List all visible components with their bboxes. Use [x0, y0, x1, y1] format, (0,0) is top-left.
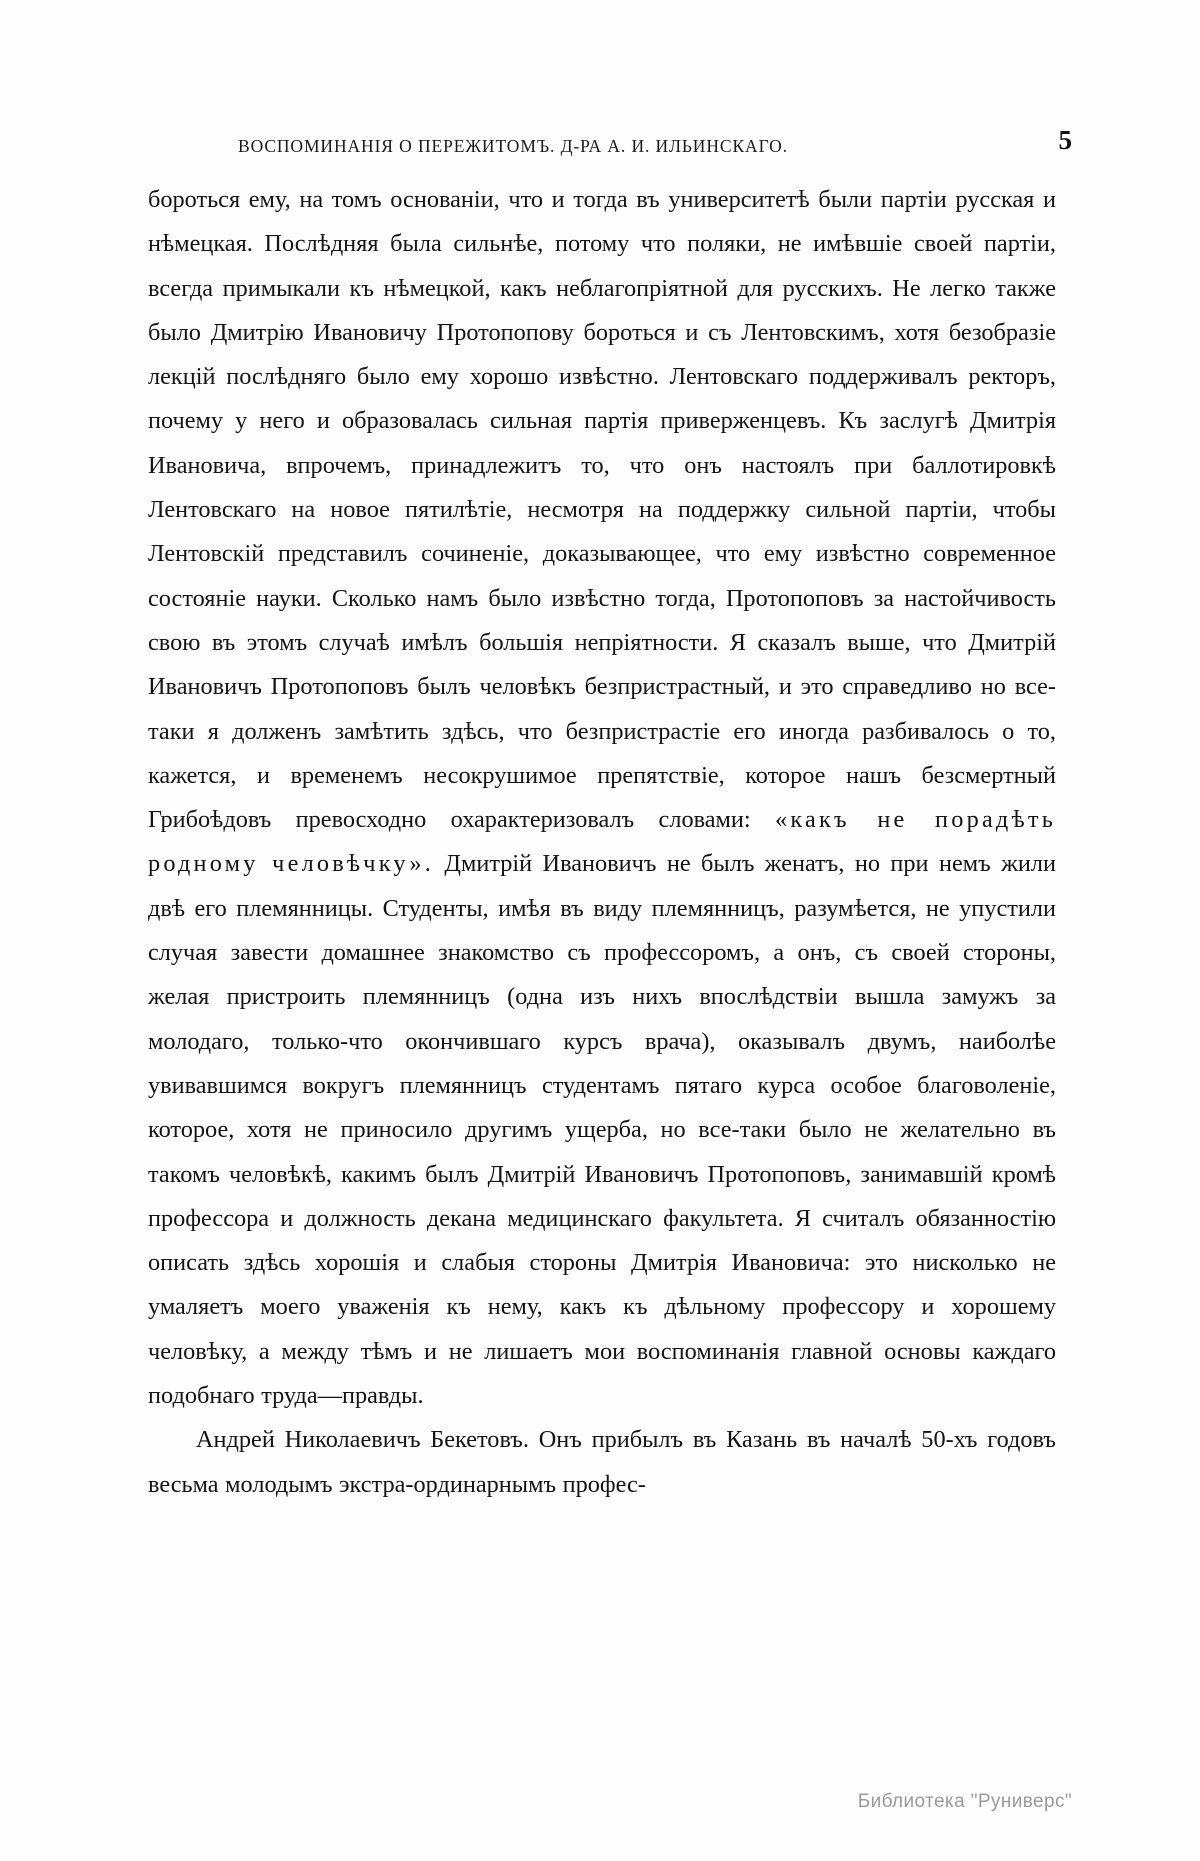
paragraph-2: Андрей Николаевичъ Бекетовъ. Онъ прибылъ въ Казань въ началѣ 50-хъ годовъ весьма молодымъ экстра-ординарнымъ профес- — [148, 1426, 1056, 1498]
paragraph-1-quote: «какъ не порадѣть родному человѣчку». — [148, 806, 1056, 878]
page-number: 5 — [1058, 125, 1072, 155]
paragraph-1 — [148, 178, 1056, 1418]
body-text — [148, 178, 1056, 1507]
paragraph-1-text: бороться ему, на томъ основаніи, что и тогда въ университетѣ были партіи русская и нѣмецкая. Послѣдняя была сильнѣе, потому что поляки, не имѣвшіе своей партіи, всегда примыкали къ нѣмецкой, какъ неблагопріятной для русскихъ. Не легко также было Дмитрію Ивановичу Протопопову бороться и съ Лентовскимъ, хотя безобразіе лекцій послѣдняго было ему хорошо извѣстно. Лентовскаго поддерживалъ ректоръ, почему у него и образовалась сильная партія приверженцевъ. Къ заслугѣ Дмитрія Ивановича, впрочемъ, принадлежитъ то, что онъ настоялъ при баллотировкѣ Лентовскаго на новое пятилѣтіе, несмотря на поддержку сильной партіи, чтобы Лентовскій представилъ сочиненіе, доказывающее, что ему извѣстно современное состояніе науки. Сколько намъ было извѣстно тогда, Протопоповъ за настойчивость свою въ этомъ случаѣ имѣлъ большія непріятности. Я сказалъ выше, что Дмитрій Ивановичъ Протопоповъ былъ человѣкъ безпристрастный, и это справедливо но все-таки я долженъ замѣтить здѣсь, что безпристрастіе его иногда разбивалось о то, кажется, и временемъ несокрушимое препятствіе, которое нашъ безсмертный Грибоѣдовъ превосходно охарактеризовалъ словами: — [148, 186, 1056, 834]
running-head — [150, 136, 1050, 157]
library-watermark: Библиотека "Руниверс" — [857, 1791, 1072, 1812]
running-head-title: ВОСПОМИНАНІЯ О ПЕРЕЖИТОМЪ. Д-РА А. И. ИЛЬИНСКАГО. — [238, 136, 788, 156]
paragraph-1-continuation: Дмитрій Ивановичъ не былъ женатъ, но при немъ жили двѣ его племянницы. Студенты, имѣя въ виду племянницъ, разумѣется, не упустили случая завести домашнее знакомство съ профессоромъ, а онъ, съ своей стороны, желая пристроить племянницъ (одна изъ нихъ впослѣдствіи вышла замужъ за молодаго, только-что окончившаго курсъ врача), оказывалъ двумъ, наиболѣе увивавшимся вокругъ племянницъ студентамъ пятаго курса особое благоволеніе, которое, хотя не приносило другимъ ущерба, но все-таки было не желательно въ такомъ человѣкѣ, какимъ былъ Дмитрій Ивановичъ Протопоповъ, занимавшій кромѣ профессора и должность декана медицинскаго факультета. Я считалъ обязанностію описать здѣсь хорошія и слабыя стороны Дмитрія Ивановича: это нисколько не умаляетъ моего уваженія къ нему, какъ къ дѣльному профессору и хорошему человѣку, а между тѣмъ и не лишаетъ мои воспоминанія главной основы каждаго подобнаго труда—правды. — [148, 850, 1056, 1410]
